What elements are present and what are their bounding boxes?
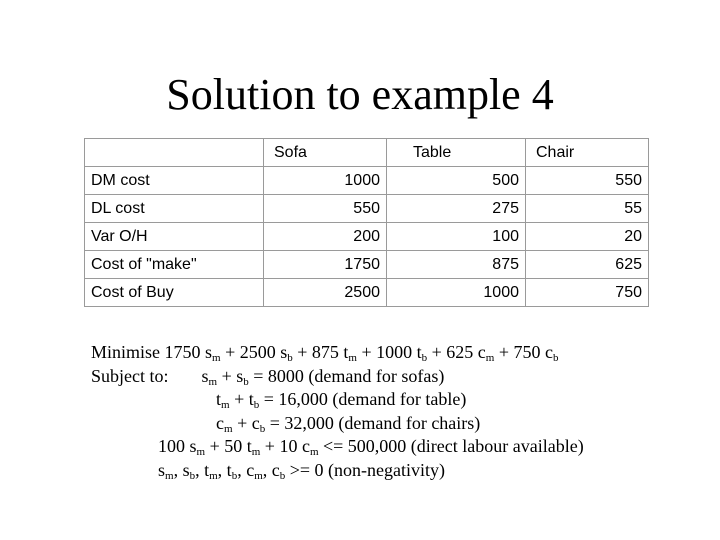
cell-value: 750 — [526, 279, 649, 307]
row-label: Cost of Buy — [85, 279, 264, 307]
column-header-sofa: Sofa — [264, 139, 387, 167]
constraint-line: $c_m + c_b = 32,000$ (demand for chairs) — [216, 412, 481, 435]
constraint-line: $t_m + t_b = 16,000$ (demand for table) — [216, 389, 467, 411]
cost-table — [84, 138, 649, 307]
cell-value: 275 — [387, 195, 526, 223]
subject-to-label: Subject to: — [91, 365, 169, 386]
constraint-text: $s_m + s_b = 8000$ (demand for sofas) — [201, 365, 445, 388]
row-label: DM cost — [85, 167, 264, 195]
objective-function: Minimise 1750 $s_m + 2500$ $s_b + 875$ $t_m + 1000$ $t_b + 625$ $c_m + 750$ $c_b$ — [91, 342, 559, 364]
constraint-line — [91, 365, 584, 389]
cell-value: 1750 — [264, 251, 387, 279]
table-header-row — [85, 139, 649, 167]
lp-model — [91, 341, 584, 482]
row-label: Var O/H — [85, 223, 264, 251]
table-row — [85, 251, 649, 279]
cell-value: 1000 — [387, 279, 526, 307]
cell-value: 550 — [264, 195, 387, 223]
row-label: DL cost — [85, 195, 264, 223]
row-label: Cost of "make" — [85, 251, 264, 279]
header-blank-cell — [85, 139, 264, 167]
constraint-line: $s_m$, $s_b$, $t_m$, $t_b$, $c_m$, $c_b >= 0$ (non-negativity) — [158, 459, 446, 482]
cell-value: 200 — [264, 223, 387, 251]
slide-title: Solution to example 4 — [166, 70, 554, 119]
cell-value: 625 — [526, 251, 649, 279]
column-header-table: Table — [387, 139, 526, 167]
column-header-chair: Chair — [526, 139, 649, 167]
cell-value: 100 — [387, 223, 526, 251]
cell-value: 20 — [526, 223, 649, 251]
constraint-line: 100 $s_m + 50$ $t_m + 10$ $c_m <= 500,000$ (direct labour available) — [158, 436, 584, 458]
cell-value: 550 — [526, 167, 649, 195]
table-row — [85, 279, 649, 307]
cell-value: 1000 — [264, 167, 387, 195]
table-row — [85, 195, 649, 223]
table-row — [85, 167, 649, 195]
cell-value: 55 — [526, 195, 649, 223]
cell-value: 500 — [387, 167, 526, 195]
cell-value: 2500 — [264, 279, 387, 307]
table-row — [85, 223, 649, 251]
cell-value: 875 — [387, 251, 526, 279]
